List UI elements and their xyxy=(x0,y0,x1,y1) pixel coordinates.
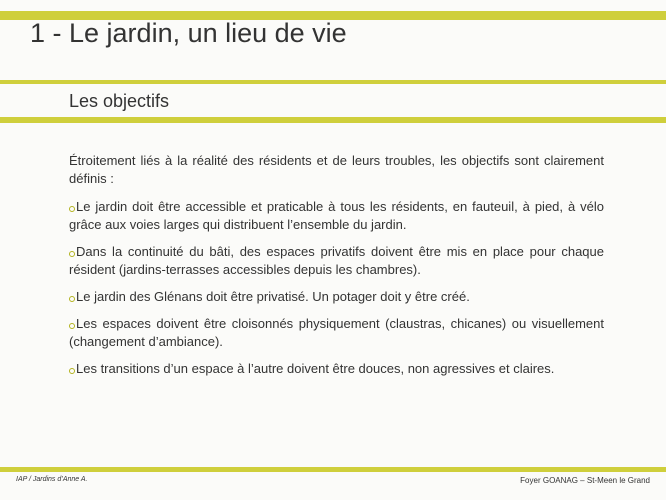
list-item-text: Les espaces doivent être cloisonnés physiquement (claustras, chicanes) ou visuellement (changement d’ambiance). xyxy=(69,316,604,349)
list-item-text: Le jardin des Glénans doit être privatisé. Un potager doit y être créé. xyxy=(76,289,470,304)
circle-bullet-icon xyxy=(69,368,75,374)
footer-location: Foyer GOANAG – St-Meen le Grand xyxy=(520,476,650,485)
list-item-text: Dans la continuité du bâti, des espaces privatifs doivent être mis en place pour chaque résident (jardins-terrasses accessibles depuis les chambres). xyxy=(69,244,604,277)
slide-subtitle: Les objectifs xyxy=(69,91,170,111)
slide-title: 1 - Le jardin, un lieu de vie xyxy=(30,18,347,48)
list-item xyxy=(69,198,604,234)
list-item xyxy=(69,360,604,378)
circle-bullet-icon xyxy=(69,296,75,302)
list-item-text: Les transitions d’un espace à l’autre doivent être douces, non agressives et claires. xyxy=(76,361,555,376)
list-item xyxy=(69,315,604,351)
subtitle-divider-bar xyxy=(0,117,666,123)
circle-bullet-icon xyxy=(69,206,75,212)
list-item xyxy=(69,288,604,306)
circle-bullet-icon xyxy=(69,251,75,257)
circle-bullet-icon xyxy=(69,323,75,329)
title-divider-bar xyxy=(0,80,666,84)
intro-paragraph: Étroitement liés à la réalité des résidents et de leurs troubles, les objectifs sont clairement définis : xyxy=(69,153,604,186)
list-item xyxy=(69,243,604,279)
footer-accent-bar xyxy=(0,467,666,472)
footer-credit: IAP / Jardins d’Anne A. xyxy=(16,476,88,483)
list-item-text: Le jardin doit être accessible et praticable à tous les résidents, en fauteuil, à pied, à vélo grâce aux voies larges qui distribuent l’ensemble du jardin. xyxy=(69,199,604,232)
slide-body xyxy=(69,152,604,387)
objectives-list xyxy=(69,198,604,378)
